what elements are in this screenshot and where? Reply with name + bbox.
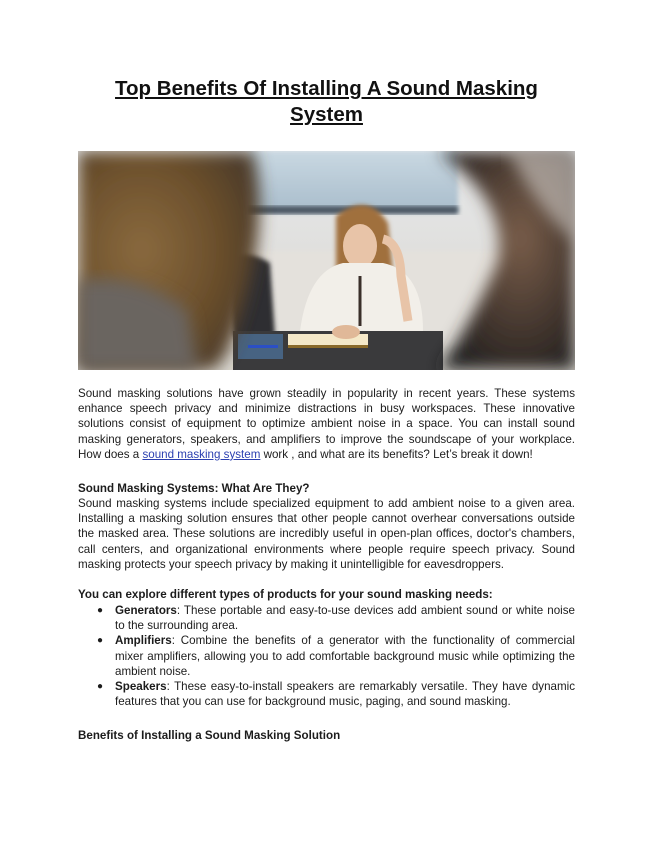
intro-paragraph [78, 386, 575, 462]
section-heading-benefits: Benefits of Installing a Sound Masking Solution [78, 729, 341, 742]
list-item-term: Amplifiers [115, 634, 172, 648]
what-are-they-paragraph: Sound masking systems include specialized equipment to add ambient noise to a given area. Installing a masking solution ensures that other people cannot overhear conversations outside the masked area. These solutions are incredibly useful in open-plan offices, doctor's chambers, call centers, and organizational environments where people require speech privacy. Sound masking protects your speech privacy by making it unintelligible for eavesdroppers. [78, 497, 575, 571]
bullet-icon: ● [97, 681, 104, 693]
list-item-speakers [78, 679, 575, 709]
list-item-text: : Combine the benefits of a generator with the functionality of commercial mixer amplifiers, allowing you to add comfortable background music while optimizing the ambient noise. [115, 634, 575, 678]
sound-masking-system-link[interactable]: sound masking system [142, 447, 261, 461]
section-heading-product-types: You can explore different types of products for your sound masking needs: [78, 588, 493, 601]
bullet-icon: ● [97, 635, 104, 647]
page-title: Top Benefits Of Installing A Sound Masking System [115, 77, 538, 126]
hero-image [78, 151, 575, 370]
list-item-term: Generators [115, 604, 177, 617]
product-types-list [78, 603, 575, 709]
list-item-text: : These portable and easy-to-use devices add ambient sound or white noise to the surrounding area. [115, 604, 575, 633]
intro-text-before-link: Sound masking solutions have grown steadily in popularity in recent years. These systems enhance speech privacy and minimize distractions in busy workspaces. These innovative solutions consist of equipment to optimize ambient noise in a space. You can install sound masking generators, speakers, and amplifiers to improve the soundscape of your workplace. How does a [78, 387, 575, 461]
bullet-icon: ● [97, 605, 104, 616]
list-item-amplifiers [78, 633, 575, 679]
list-item-generators [78, 603, 575, 633]
intro-text-after-link: work , and what are its benefits? Let’s break it down! [260, 447, 533, 461]
list-item-term: Speakers [115, 680, 167, 694]
list-item-text: : These easy-to-install speakers are remarkably versatile. They have dynamic features that you can use for background music, paging, and sound masking. [115, 680, 575, 709]
photo-icon [78, 151, 575, 370]
section-heading-what-are-they: Sound Masking Systems: What Are They? [78, 482, 310, 495]
